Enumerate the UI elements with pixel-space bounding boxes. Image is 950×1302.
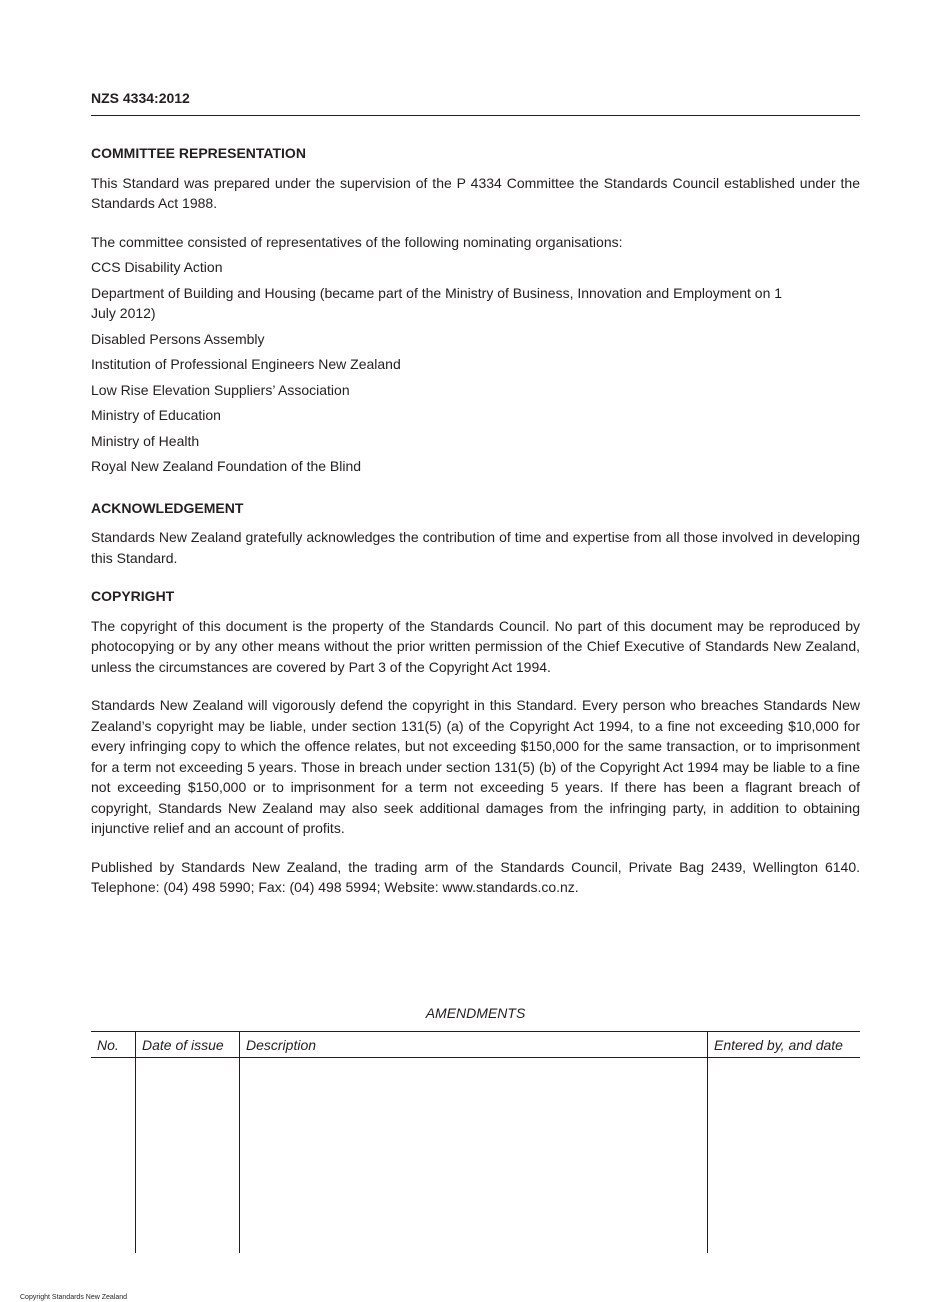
column-header-date: Date of issue — [136, 1032, 240, 1058]
organisation-item: Institution of Professional Engineers New Zealand — [91, 356, 401, 372]
organisation-item: Disabled Persons Assembly — [91, 330, 265, 347]
amendments-empty-row — [91, 1058, 860, 1254]
organisations-list — [91, 257, 860, 477]
publisher-contact: Published by Standards New Zealand, the trading arm of the Standards Council, Private Bag 2439, Wellington 6140. Telephone: (04) 498 5990; Fax: (04) 498 5994; Website: www.standards.co.nz. — [91, 858, 860, 895]
copyright-heading: COPYRIGHT — [91, 588, 175, 604]
committee-heading: COMMITTEE REPRESENTATION — [91, 145, 306, 161]
main-content — [91, 143, 860, 916]
organisation-item: Low Rise Elevation Suppliers’ Association — [91, 381, 350, 398]
committee-intro: This Standard was prepared under the supervision of the P 4334 Committee the Standards Council established under the Standards Act 1988. — [91, 174, 860, 211]
acknowledgement-section — [91, 498, 860, 569]
table-cell — [91, 1058, 136, 1254]
organisation-item: CCS Disability Action — [91, 259, 223, 275]
copyright-paragraph-2: Standards New Zealand will vigorously defend the copyright in this Standard. Every person who breaches Standards New Zealand’s copyright may be liable, under section 131(5) (a) of the Copyright Act 1994, to a fine not exceeding $10,000 for every infringing copy to which the offence relates, but not exceeding $150,000 for the same transaction, or to imprisonment for a term not exceeding 5 years. Those in breach under section 131(5) (b) of the Copyright Act 1994 may be liable to a fine not exceeding $150,000 or to imprisonment for a term not exceeding 5 years. If there has been a flagrant breach of copyright, Standards New Zealand may also seek additional damages from the infringing party, in addition to obtaining injunctive relief and an account of profits. — [91, 697, 860, 836]
organisation-item: Royal New Zealand Foundation of the Blind — [91, 458, 362, 474]
table-cell — [708, 1058, 861, 1254]
document-id: NZS 4334:2012 — [91, 90, 190, 106]
amendments-table — [91, 1031, 860, 1253]
acknowledgement-text: Standards New Zealand gratefully acknowledges the contribution of time and expertise from all those involved in developing this Standard. — [91, 529, 860, 566]
header-rule — [91, 115, 860, 116]
table-cell — [240, 1058, 708, 1254]
amendments-title: AMENDMENTS — [425, 1005, 526, 1021]
amendments-header-row — [91, 1032, 860, 1058]
table-cell — [136, 1058, 240, 1254]
column-header-entered-by: Entered by, and date — [708, 1032, 861, 1058]
organisation-item: Department of Building and Housing (became part of the Ministry of Business, Innovation and Employment on 1 July 2012) — [91, 284, 783, 321]
column-header-description: Description — [240, 1032, 708, 1058]
organisations-intro: The committee consisted of representatives of the following nominating organisations: — [91, 233, 623, 250]
organisation-item: Ministry of Health — [91, 432, 200, 449]
column-header-no: No. — [91, 1032, 136, 1058]
copyright-section — [91, 586, 860, 898]
organisation-item: Ministry of Education — [91, 407, 221, 423]
copyright-paragraph-1: The copyright of this document is the property of the Standards Council. No part of this document may be reproduced by photocopying or by any other means without the prior written permission of the Chief Executive of Standards New Zealand, unless the circumstances are covered by Part 3 of the Copyright Act 1994. — [91, 617, 860, 675]
acknowledgement-heading: ACKNOWLEDGEMENT — [91, 499, 244, 516]
footer-copyright: Copyright Standards New Zealand — [20, 1294, 128, 1301]
committee-section — [91, 143, 860, 477]
